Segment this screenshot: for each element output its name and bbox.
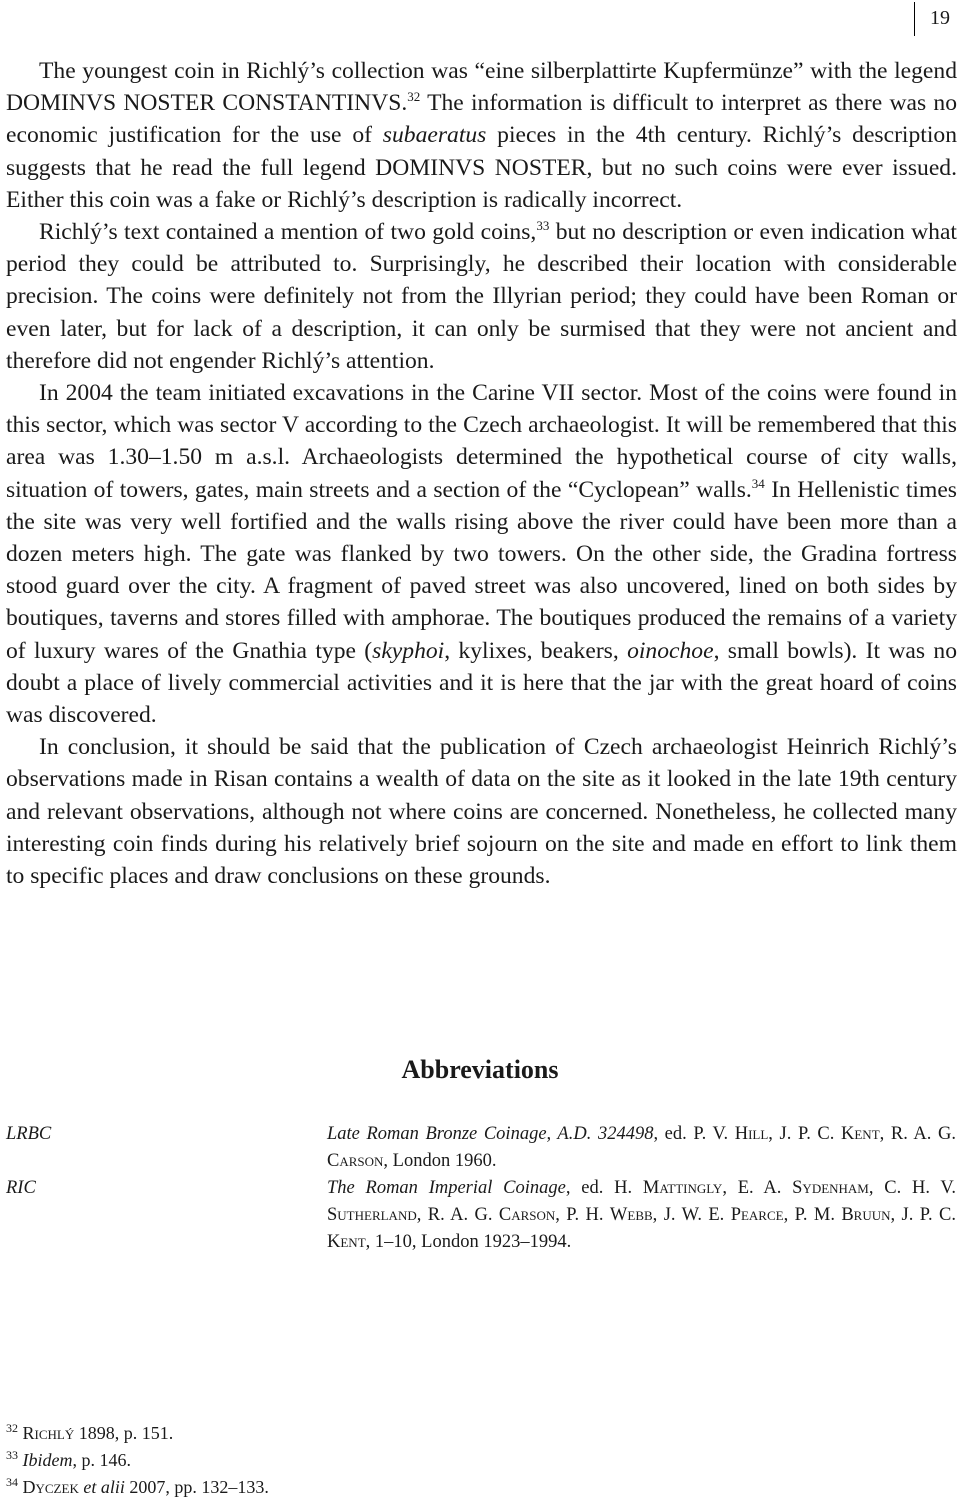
abbreviation-text: , J. W. E. xyxy=(652,1205,731,1225)
footnote-ref-32[interactable]: 32 xyxy=(407,89,421,105)
paragraph-1-text-c: pieces in the 4th century. Richlý’s description suggests that he read the full legend DOMINVS NOSTER, but no such coins were ever issued. Either this coin was a fake or Richlý’s description is radically incorrect. xyxy=(6,122,957,213)
abbreviation-text: , R. A. G. xyxy=(416,1205,499,1225)
footnote-34 xyxy=(6,1474,606,1501)
editor-name: Sutherland xyxy=(327,1205,417,1225)
abbreviation-text: , E. A. xyxy=(722,1178,793,1198)
editor-name: Carson xyxy=(498,1205,556,1225)
footnote-number: 33 xyxy=(6,1448,18,1462)
abbreviation-title: Late Roman Bronze Coinage, A.D. 324498 xyxy=(327,1124,654,1144)
abbreviation-entry-ric xyxy=(6,1175,956,1256)
abbreviation-value xyxy=(327,1175,956,1256)
footnote-33 xyxy=(6,1447,606,1474)
footnote-text: 2007, pp. 132–133. xyxy=(124,1477,269,1497)
editor-name: Mattingly xyxy=(642,1178,723,1198)
abbreviation-text: , London 1960. xyxy=(383,1151,497,1171)
paragraph-4 xyxy=(6,731,957,892)
editor-name: Kent xyxy=(841,1124,880,1144)
editor-name: Webb xyxy=(609,1205,653,1225)
abbreviation-text: , J. P. C. xyxy=(768,1124,841,1144)
abbreviations-list xyxy=(6,1121,956,1256)
abbreviation-title: The Roman Imperial Coinage xyxy=(327,1178,566,1198)
paragraph-1-text-b: The information is difficult to interpret as there was no economic justification for the use of xyxy=(6,90,957,149)
body-text xyxy=(6,55,957,892)
abbreviation-value xyxy=(327,1121,956,1175)
paragraph-3-text-a: In 2004 the team initiated excavations in the Carine VII sector. Most of the coins were found in this sector, which was sector V according to the Czech archaeologist. It will be remembered that this area was 1.30–1.50 m a.s.l. Archaeologists determined the hypothetical course of city walls, situation of towers, gates, main streets and a section of the “Cyclopean” walls. xyxy=(6,380,957,503)
abbreviation-text: , P. H. xyxy=(555,1205,610,1225)
abbreviation-text: , C. H. V. xyxy=(868,1178,957,1198)
abbreviations-heading: Abbreviations xyxy=(401,1055,559,1084)
paragraph-1 xyxy=(6,55,957,216)
paragraph-1-text-a: The youngest coin in Richlý’s collection was “eine silberplattirte Kupfermünze” with the legend DOMINVS NOSTER CONSTANTINVS. xyxy=(6,58,957,117)
abbreviation-text: , ed. P. V. xyxy=(653,1124,735,1144)
footnote-32 xyxy=(6,1420,606,1447)
term-subaeratus: subaeratus xyxy=(382,122,487,149)
abbreviation-text: , R. A. G. xyxy=(879,1124,956,1144)
footnote-text: , p. 146. xyxy=(72,1450,131,1470)
footnote-ref-33[interactable]: 33 xyxy=(536,218,550,234)
paragraph-2-text-b: but no description or even indication what period they could be attributed to. Surprisingly, he described their location with considerable precision. The coins were definitely not from the Illyrian period; they could have been Roman or even later, but for lack of a description, it can only be surmised that they were not ancient and therefore did not engender Richlý’s attention. xyxy=(6,219,957,374)
term-skyphoi: skyphoi xyxy=(372,637,445,664)
abbreviation-text: , P. M. xyxy=(783,1205,842,1225)
footnote-author: Richlý xyxy=(22,1423,75,1443)
paragraph-3-text-d: , small bowls). It was no doubt a place of lively commercial activities and it is here that the jar with the great hoard of coins was discovered. xyxy=(6,637,957,729)
paragraph-2 xyxy=(6,216,957,377)
footnote-text: 1898, p. 151. xyxy=(74,1423,174,1443)
editor-name: Hill xyxy=(734,1124,769,1144)
abbreviation-key: RIC xyxy=(6,1178,36,1198)
footnote-et-alii: et alii xyxy=(83,1477,125,1497)
paragraph-3-text-c: , kylixes, beakers, xyxy=(444,637,628,664)
editor-name: Kent xyxy=(327,1232,366,1252)
footnote-number: 34 xyxy=(6,1475,18,1489)
abbreviation-key: LRBC xyxy=(6,1124,52,1144)
footnotes xyxy=(6,1420,606,1501)
footnote-author: Dyczek xyxy=(22,1477,79,1497)
abbreviation-text: , ed. H. xyxy=(565,1178,643,1198)
abbreviation-entry-lrbc xyxy=(6,1121,956,1175)
page-number: 19 xyxy=(930,7,950,29)
abbreviation-text: , J. P. C. xyxy=(890,1205,956,1225)
abbreviation-text: , 1–10, London 1923–1994. xyxy=(365,1232,572,1252)
paragraph-2-text-a: Richlý’s text contained a mention of two gold coins, xyxy=(39,219,537,246)
paragraph-3 xyxy=(6,377,957,731)
footnote-number: 32 xyxy=(6,1421,18,1435)
footnote-ref-34[interactable]: 34 xyxy=(751,475,765,491)
paragraph-4-text: In conclusion, it should be said that the publication of Czech archaeologist Heinrich Richlý’s observations made in Risan contains a wealth of data on the site as it looked in the late 19th century and relevant observations, although not where coins are concerned. Nonetheless, he collected many interesting coin finds during his relatively brief sojourn on the site and made en effort to link them to specific places and draw conclusions on these grounds. xyxy=(6,734,957,890)
editor-name: Pearce xyxy=(730,1205,784,1225)
editor-name: Carson xyxy=(327,1151,384,1171)
term-oinochoe: oinochoe xyxy=(627,637,714,664)
footnote-ibidem: Ibidem xyxy=(22,1450,73,1470)
editor-name: Sydenham xyxy=(792,1178,869,1198)
editor-name: Bruun xyxy=(841,1205,891,1225)
page-number-rule xyxy=(914,2,915,36)
paragraph-3-text-b: In Hellenistic times the site was very well fortified and the walls rising above the river could have been more than a dozen meters high. The gate was flanked by two towers. On the other side, the Gradina fortress stood guard over the city. A fragment of paved street was also uncovered, lined on both sides by boutiques, taverns and stores filled with amphorae. The boutiques produced the remains of a variety of luxury wares of the Gnathia type ( xyxy=(6,476,957,664)
